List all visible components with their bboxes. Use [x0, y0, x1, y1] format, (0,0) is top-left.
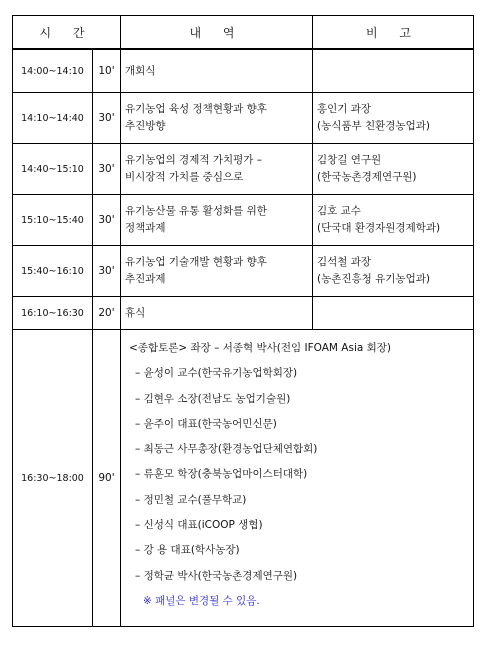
speaker-name: 홍인기 과장	[317, 103, 372, 115]
speaker-affiliation: (농촌진흥청 유기농업과)	[317, 273, 430, 285]
panelist-item: – 윤성이 교수(한국유기농업학회장)	[135, 367, 298, 380]
panelist-item: – 류훈모 학장(충북농업마이스터대학)	[135, 468, 308, 481]
discussion-content	[121, 330, 474, 627]
speaker-affiliation: (단국대 환경자원경제학과)	[317, 222, 441, 234]
header-time: 시 간	[13, 16, 121, 50]
header-row	[13, 16, 474, 50]
row-time: 14:00~14:10	[13, 49, 93, 93]
title-line: 휴식	[125, 306, 146, 319]
row-duration: 30'	[93, 144, 121, 195]
title-line: 유기농업 기술개발 현황과 향후	[125, 256, 267, 268]
schedule-table	[12, 15, 474, 627]
row-time: 14:10~14:40	[13, 93, 93, 144]
row-title	[121, 49, 313, 93]
speaker-name: 김창길 연구원	[317, 154, 382, 166]
row-duration: 30'	[93, 246, 121, 297]
title-line: 개회식	[125, 64, 156, 77]
row-duration: 10'	[93, 49, 121, 93]
row-note	[313, 93, 474, 144]
title-line: 유기농산물 유통 활성화를 위한	[125, 205, 267, 217]
row-title	[121, 297, 313, 330]
schedule-row	[13, 195, 474, 246]
row-note	[313, 49, 474, 93]
title-line: 추진방향	[125, 120, 166, 132]
panelist-item: – 김현우 소장(전남도 농업기술원)	[135, 392, 291, 405]
row-time: 15:40~16:10	[13, 246, 93, 297]
row-note	[313, 144, 474, 195]
title-line: 추진과제	[125, 273, 166, 285]
title-line: 유기농업 육성 정책현황과 향후	[125, 103, 267, 115]
title-line: 정책과제	[125, 222, 166, 234]
header-content: 내 역	[121, 16, 313, 50]
row-note	[313, 195, 474, 246]
panelist-item: – 최동근 사무총장(환경농업단체연합회)	[135, 443, 318, 456]
panelist-item: – 강 용 대표(학사농장)	[135, 544, 240, 557]
row-title	[121, 144, 313, 195]
discussion-row	[13, 330, 474, 627]
panelist-item: – 윤주이 대표(한국농어민신문)	[135, 417, 277, 430]
row-title	[121, 246, 313, 297]
title-line: 비시장적 가치를 중심으로	[125, 171, 244, 183]
discussion-heading: <종합토론> 좌장 – 서종혁 박사(전임 IFOAM Asia 회장)	[129, 342, 392, 354]
row-time: 16:10~16:30	[13, 297, 93, 330]
header-remark: 비 고	[313, 16, 474, 50]
schedule-row	[13, 49, 474, 93]
row-duration: 20'	[93, 297, 121, 330]
row-time: 14:40~15:10	[13, 144, 93, 195]
panelist-item: – 정민철 교수(풀무학교)	[135, 493, 247, 506]
row-note	[313, 297, 474, 330]
row-duration: 90'	[93, 330, 121, 627]
row-title	[121, 195, 313, 246]
speaker-affiliation: (농식품부 친환경농업과)	[317, 120, 430, 132]
title-line: 유기농업의 경제적 가치평가 –	[125, 154, 262, 166]
row-duration: 30'	[93, 195, 121, 246]
row-note	[313, 246, 474, 297]
schedule-row	[13, 144, 474, 195]
schedule-row	[13, 246, 474, 297]
row-time: 16:30~18:00	[13, 330, 93, 627]
panelist-item: – 신성식 대표(iCOOP 생협)	[135, 519, 263, 532]
schedule-row	[13, 297, 474, 330]
schedule-row	[13, 93, 474, 144]
speaker-name: 김호 교수	[317, 205, 361, 217]
row-title	[121, 93, 313, 144]
panel-change-notice: ※ 패널은 변경될 수 있음.	[143, 594, 260, 607]
panelist-item: – 정학균 박사(한국농촌경제연구원)	[135, 569, 298, 582]
row-time: 15:10~15:40	[13, 195, 93, 246]
row-duration: 30'	[93, 93, 121, 144]
speaker-name: 김석철 과장	[317, 256, 372, 268]
speaker-affiliation: (한국농촌경제연구원)	[317, 171, 417, 183]
